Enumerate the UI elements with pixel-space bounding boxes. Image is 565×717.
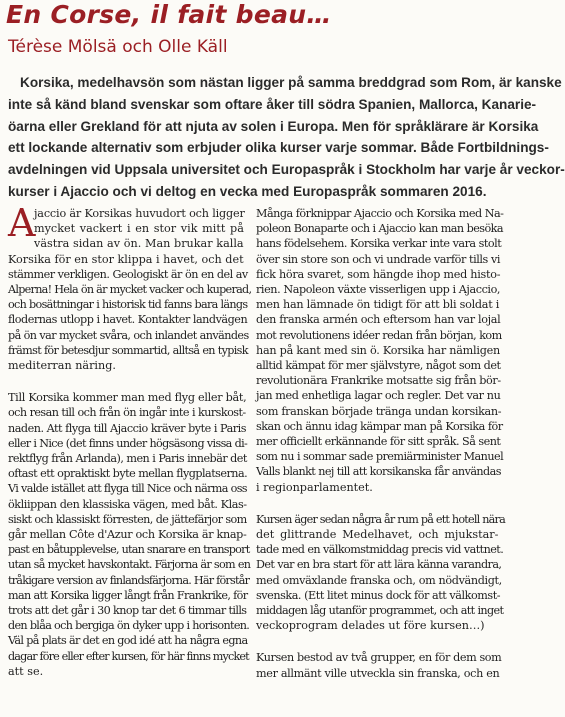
text-line: svenska. (Ett litet minus dock för att välkomst- bbox=[256, 588, 501, 602]
paragraph bbox=[8, 390, 251, 679]
text-line: främst för betesdjur sommartid, alltså en typisk bbox=[8, 343, 248, 357]
text-line: den franska armén och eftersom han var lojal bbox=[256, 313, 501, 327]
text-line: och resan till och från ön ingår inte i kurskost- bbox=[8, 406, 246, 420]
text-line: som franskan började tränga undan korsikan- bbox=[256, 404, 502, 418]
text-line: med omväxlande franska och, om nödvändigt, bbox=[256, 573, 502, 587]
text-line: trots att det går i 30 knop tar det 6 timmar tills bbox=[8, 604, 247, 618]
text-line: mer allmänt ville utveckla sin franska, och en bbox=[256, 666, 500, 680]
lead-line: avdelningen vid Uppsala universitet och Europaspråk i Stockholm har varje år veckor- bbox=[8, 162, 565, 178]
right-column bbox=[256, 206, 506, 717]
text-line: Många förknippar Ajaccio och Korsika med Na- bbox=[256, 207, 504, 220]
lead-paragraph bbox=[0, 72, 565, 202]
text-line: alltid kämpat för mer självstyre, något som det bbox=[256, 359, 501, 373]
left-column bbox=[8, 201, 252, 717]
text-line: hans födelsehem. Korsika verkar inte vara stolt bbox=[256, 237, 502, 251]
text-line: rektflyg från Arlanda), men i Paris innebär det bbox=[8, 452, 247, 466]
text-line: på ön var mycket svåra, och inlandet användes bbox=[8, 328, 249, 342]
text-line: fick höra svaret, som hängde ihop med histo- bbox=[256, 267, 501, 281]
text-line: som nu i sommar sade premiärminister Manuel bbox=[256, 450, 504, 464]
text-line: skan och ännu idag kämpar man på Korsika för bbox=[256, 419, 503, 433]
text-line: veckoprogram delades ut före kursen…) bbox=[256, 619, 485, 633]
text-line: Till Korsika kommer man med flyg eller båt, bbox=[8, 391, 247, 405]
paragraph bbox=[256, 650, 500, 680]
text-line: går mellan Côte d'Azur och Korsika är knap- bbox=[8, 528, 247, 542]
text-line: flodernas utlopp i havet. Kontakter landvägen bbox=[8, 313, 248, 327]
lead-line: inte så känd bland svenskar som oftare åker till södra Spanien, Mallorca, Kanarie- bbox=[8, 96, 537, 112]
text-line: Väl på plats är det en god idé att ha några egna bbox=[8, 634, 248, 648]
text-line: siskt och klassiskt förresten, de jättefärjor som bbox=[8, 512, 247, 526]
text-line: past en båtupplevelse, utan snarare en transport bbox=[8, 543, 250, 557]
text-line: naden. Att flyga till Ajaccio kräver byte i Paris bbox=[8, 421, 247, 435]
text-line: mycket vackert i en stor vik mitt på bbox=[34, 222, 244, 236]
text-line: det glittrande Medelhavet, och mjukstar- bbox=[256, 528, 499, 542]
article-title: En Corse, il fait beau… bbox=[6, 0, 332, 29]
lead-line: öarna eller Grekland för att njuta av solen i Europa. Men för språklärare är Korsika bbox=[8, 118, 539, 134]
text-line: mediterran näring. bbox=[8, 359, 116, 373]
text-line: Korsika för en stor klippa i havet, och det bbox=[8, 252, 244, 266]
drop-cap: A bbox=[8, 201, 36, 245]
text-line: och bosättningar i historisk tid fanns bara längs bbox=[8, 298, 248, 312]
text-line: middagen låg utanför programmet, och att inget bbox=[256, 604, 504, 618]
text-line: Kursen äger sedan några år rum på ett hotell nära bbox=[256, 512, 506, 526]
text-line: man att Korsika ligger långt från Frankrike, för bbox=[8, 588, 248, 602]
lead-line: kurser i Ajaccio och vi deltog en vecka med Europaspråk sommaren 2016. bbox=[8, 183, 487, 199]
text-line: ökliippan den klassiska vägen, med båt. Klas- bbox=[8, 497, 247, 511]
text-line: han på kant med sin ö. Korsika har nämligen bbox=[256, 343, 500, 357]
paragraph bbox=[256, 512, 506, 634]
text-line: stämmer verkligen. Geologiskt är ön en del av bbox=[8, 267, 248, 281]
text-line: över sin store son och vi undrade varför tills vi bbox=[256, 252, 501, 266]
text-line: mot revolutionens idéer redan från början, kom bbox=[256, 328, 502, 342]
text-line: i regionparlamentet. bbox=[256, 480, 373, 494]
text-line: Alperna! Hela ön är mycket vacker och kuperad, bbox=[8, 283, 252, 297]
text-line: Vi valde istället att flyga till Nice och närma oss bbox=[8, 482, 247, 496]
lead-line: Korsika, medelhavsön som nästan ligger på samma breddgrad som Rom, är kanske bbox=[20, 75, 562, 90]
article-authors: Térèse Mölsä och Olle Käll bbox=[8, 37, 228, 57]
text-line: dagar före eller efter kursen, för här finns mycket bbox=[8, 649, 249, 663]
text-line: tråkigare version av finlandsfärjorna. Här förstår bbox=[8, 573, 250, 587]
text-line: västra sidan av ön. Man brukar kalla bbox=[34, 237, 244, 251]
text-line: tade med en välkomstmiddag precis vid vattnet. bbox=[256, 543, 504, 557]
text-line: att se. bbox=[8, 664, 44, 678]
text-line: men han lämnade ön tidigt för att bli soldat i bbox=[256, 298, 500, 312]
text-line: jaccio är Korsikas huvudort och ligger bbox=[34, 207, 245, 220]
paragraph bbox=[256, 206, 504, 495]
text-line: jan med enhetliga lagar och regler. Det var nu bbox=[256, 389, 501, 403]
text-line: Det var en bra start för att lära känna varandra, bbox=[256, 558, 502, 572]
text-line: revolutionära Frankrike motsatte sig från bör- bbox=[256, 374, 501, 388]
text-line: oftast ett opraktiskt byte mellan flygplatserna. bbox=[8, 467, 248, 481]
text-line: poleon Bonaparte och i Ajaccio kan man besöka bbox=[256, 222, 504, 236]
text-line: eller i Nice (det finns under högsäsong vissa di- bbox=[8, 436, 248, 450]
text-line: Kursen bestod av två grupper, en för dem som bbox=[256, 651, 502, 665]
text-line: rien. Napoleon växte visserligen upp i Ajaccio, bbox=[256, 283, 501, 297]
paragraph bbox=[8, 201, 252, 373]
text-line: Valls blankt nej till att korsikanska får användas bbox=[256, 465, 501, 479]
text-line: utan så mycket havskontakt. Färjorna är som en bbox=[8, 558, 251, 572]
text-line: den blåa och bergiga ön dyker upp i horisonten. bbox=[8, 619, 250, 633]
text-line: mer officiellt erkännande för sitt språk. Så sent bbox=[256, 435, 501, 449]
lead-line: ett lockande alternativ som erbjuder olika kurser varje sommar. Både Fortbildnings- bbox=[8, 140, 549, 156]
